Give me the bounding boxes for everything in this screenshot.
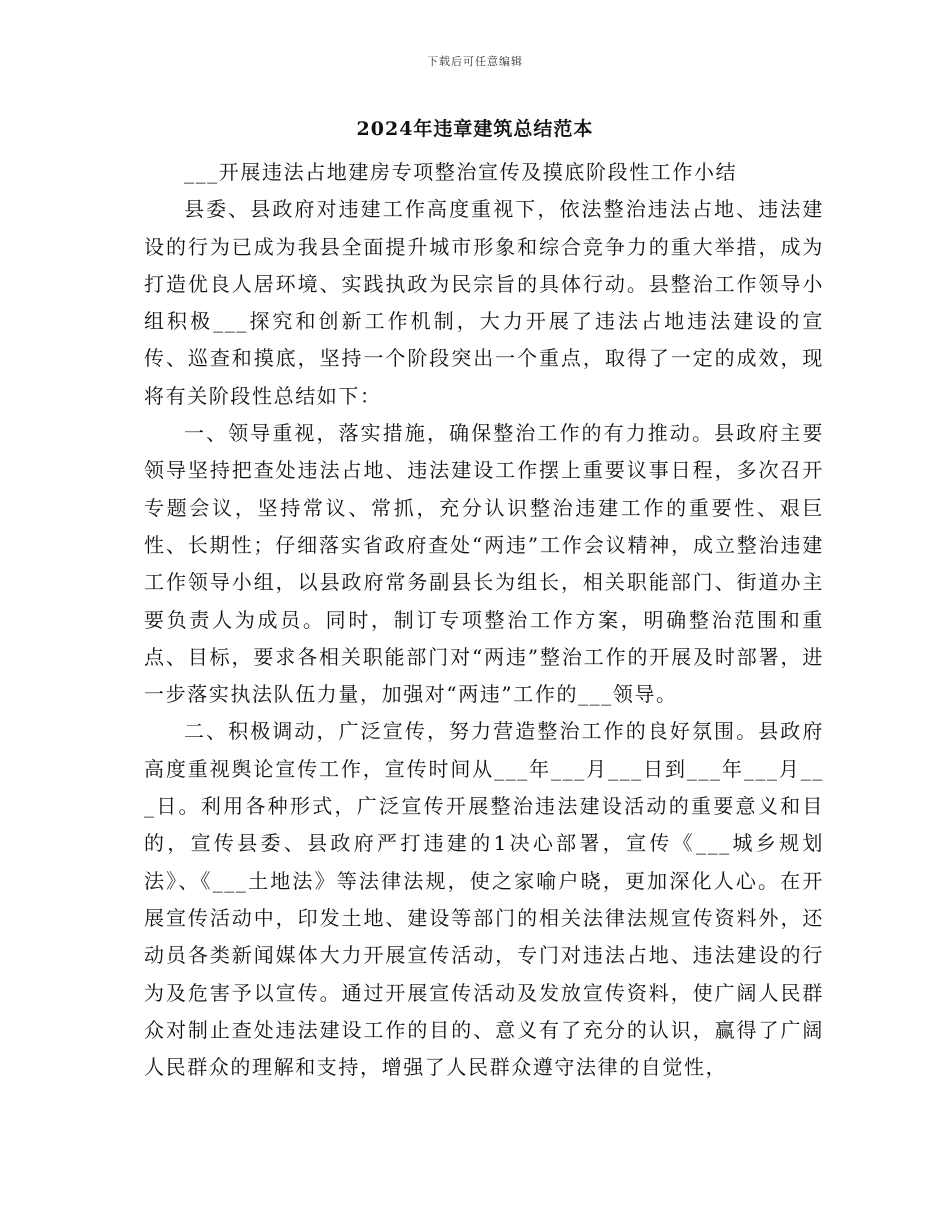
header-note: 下载后可任意编辑 <box>427 55 523 68</box>
document-title: 2024年违章建筑总结范本 <box>356 118 594 140</box>
paragraph-intro: 县委、县政府对违建工作高度重视下，依法整治违法占地、违法建设的行为已成为我县全面提升城市形象和综合竞争力的重大举措，成为打造优良人居环境、实践执政为民宗旨的具体行动。县整治工作领导小组积极___探究和创新工作机制，大力开展了违法占地违法建设的宣传、巡查和摸底，坚持一个阶段突出一个重点，取得了一定的成效，现将有关阶段性总结如下： <box>144 197 824 408</box>
paragraph-section-one: 一、领导重视，落实措施，确保整治工作的有力推动。县政府主要领导坚持把查处违法占地、违法建设工作摆上重要议事日程，多次召开专题会议，坚持常议、常抓，充分认识整治违建工作的重要性、艰巨性、长期性；仔细落实省政府查处“两违”工作会议精神，成立整治违建工作领导小组，以县政府常务副县长为组长，相关职能部门、街道办主要负责人为成员。同时，制订专项整治工作方案，明确整治范围和重点、目标，要求各相关职能部门对“两违”整治工作的开展及时部署，进一步落实执法队伍力量，加强对“两违”工作的___领导。 <box>144 421 824 707</box>
paragraph-section-two: 二、积极调动，广泛宣传，努力营造整治工作的良好氛围。县政府高度重视舆论宣传工作，宣传时间从___年___月___日到___年___月___日。利用各种形式，广泛宣传开展整治违法建设活动的重要意义和目的，宣传县委、县政府严打违建的1决心部署，宣传《___城乡规划法》、《___土地法》等法律法规，使之家喻户晓，更加深化人心。在开展宣传活动中，印发土地、建设等部门的相关法律法规宣传资料外，还动员各类新闻媒体大力开展宣传活动，专门对违法占地、违法建设的行为及危害予以宣传。通过开展宣传活动及发放宣传资料，使广阔人民群众对制止查处违法建设工作的目的、意义有了充分的认识，赢得了广阔人民群众的理解和支持，增强了人民群众遵守法律的自觉性， <box>144 719 824 1080</box>
document-body <box>144 154 824 1086</box>
paragraph-subtitle: ___开展违法占地建房专项整治宣传及摸底阶段性工作小结 <box>184 160 738 184</box>
